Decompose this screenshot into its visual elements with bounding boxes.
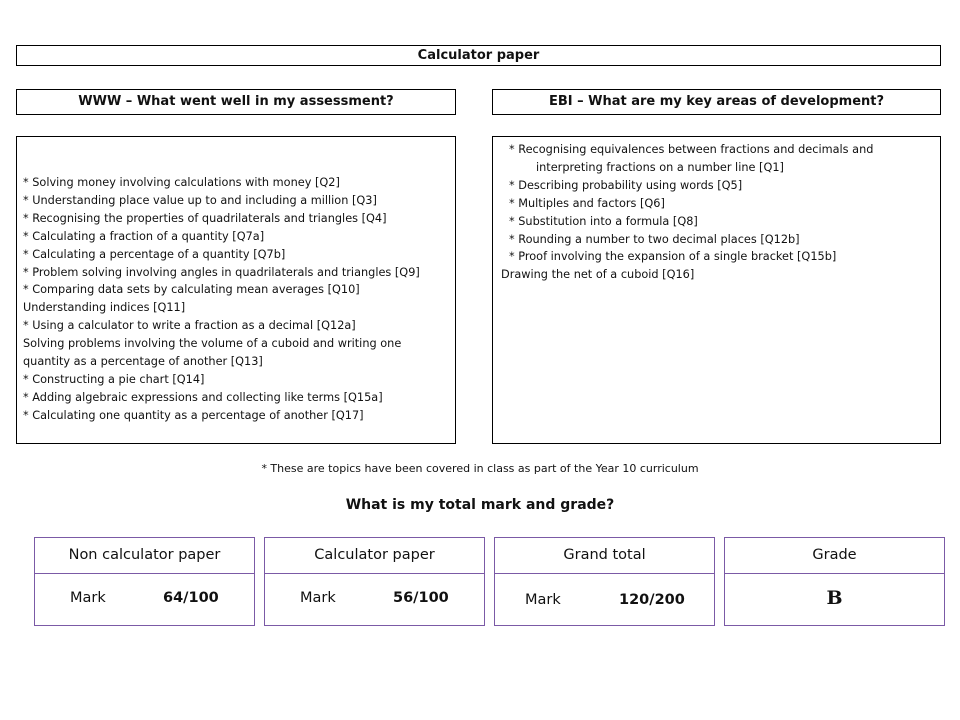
www-item: Solving problems involving the volume of a cuboid and writing one <box>23 337 402 351</box>
total-question: What is my total mark and grade? <box>345 497 615 513</box>
mark-label: Mark <box>300 590 336 606</box>
card-body <box>724 573 945 626</box>
page-title: Calculator paper <box>16 45 941 66</box>
ebi-item: * Substitution into a formula [Q8] <box>509 214 698 228</box>
card-body <box>494 573 715 626</box>
www-item: * Problem solving involving angles in quadrilaterals and triangles [Q9] <box>23 265 420 279</box>
card-body <box>264 573 485 626</box>
mark-label: Mark <box>525 592 561 608</box>
www-item: * Recognising the properties of quadrilaterals and triangles [Q4] <box>23 211 387 225</box>
www-item: * Constructing a pie chart [Q14] <box>23 372 205 386</box>
ebi-item: Drawing the net of a cuboid [Q16] <box>501 268 695 282</box>
grand-total-card <box>494 537 715 626</box>
www-item: quantity as a percentage of another [Q13] <box>23 355 263 369</box>
www-item: * Calculating a percentage of a quantity [Q7b] <box>23 247 286 261</box>
card-title: Grade <box>724 537 945 574</box>
www-list <box>16 136 456 444</box>
www-item: * Understanding place value up to and including a million [Q3] <box>23 193 377 207</box>
www-item: * Adding algebraic expressions and collecting like terms [Q15a] <box>23 390 383 404</box>
non-calculator-card <box>34 537 255 626</box>
ebi-item: * Proof involving the expansion of a single bracket [Q15b] <box>509 250 837 264</box>
grade-card <box>724 537 945 626</box>
calculator-card <box>264 537 485 626</box>
ebi-item: interpreting fractions on a number line [Q1] <box>536 160 784 174</box>
mark-label: Mark <box>70 590 106 606</box>
grade-value: B <box>826 587 843 609</box>
www-item: * Using a calculator to write a fraction as a decimal [Q12a] <box>23 319 356 333</box>
www-item: * Solving money involving calculations with money [Q2] <box>23 176 340 189</box>
www-item: * Calculating one quantity as a percentage of another [Q17] <box>23 408 364 422</box>
card-body <box>34 573 255 626</box>
mark-value: 120/200 <box>619 592 685 608</box>
ebi-item: * Recognising equivalences between fractions and decimals and <box>509 143 874 156</box>
card-title: Grand total <box>494 537 715 574</box>
card-title: Calculator paper <box>264 537 485 574</box>
www-item: Understanding indices [Q11] <box>23 301 186 315</box>
www-heading: WWW – What went well in my assessment? <box>16 89 456 115</box>
www-item: * Comparing data sets by calculating mean averages [Q10] <box>23 283 360 297</box>
www-item: * Calculating a fraction of a quantity [Q7a] <box>23 229 265 243</box>
ebi-heading: EBI – What are my key areas of development? <box>492 89 941 115</box>
ebi-item: * Describing probability using words [Q5] <box>509 178 743 192</box>
ebi-list <box>492 136 941 444</box>
footnote: * These are topics have been covered in class as part of the Year 10 curriculum <box>261 462 699 475</box>
card-title: Non calculator paper <box>34 537 255 574</box>
mark-value: 64/100 <box>163 590 219 606</box>
ebi-item: * Multiples and factors [Q6] <box>509 196 665 210</box>
ebi-item: * Rounding a number to two decimal places [Q12b] <box>509 232 800 246</box>
mark-value: 56/100 <box>393 590 449 606</box>
